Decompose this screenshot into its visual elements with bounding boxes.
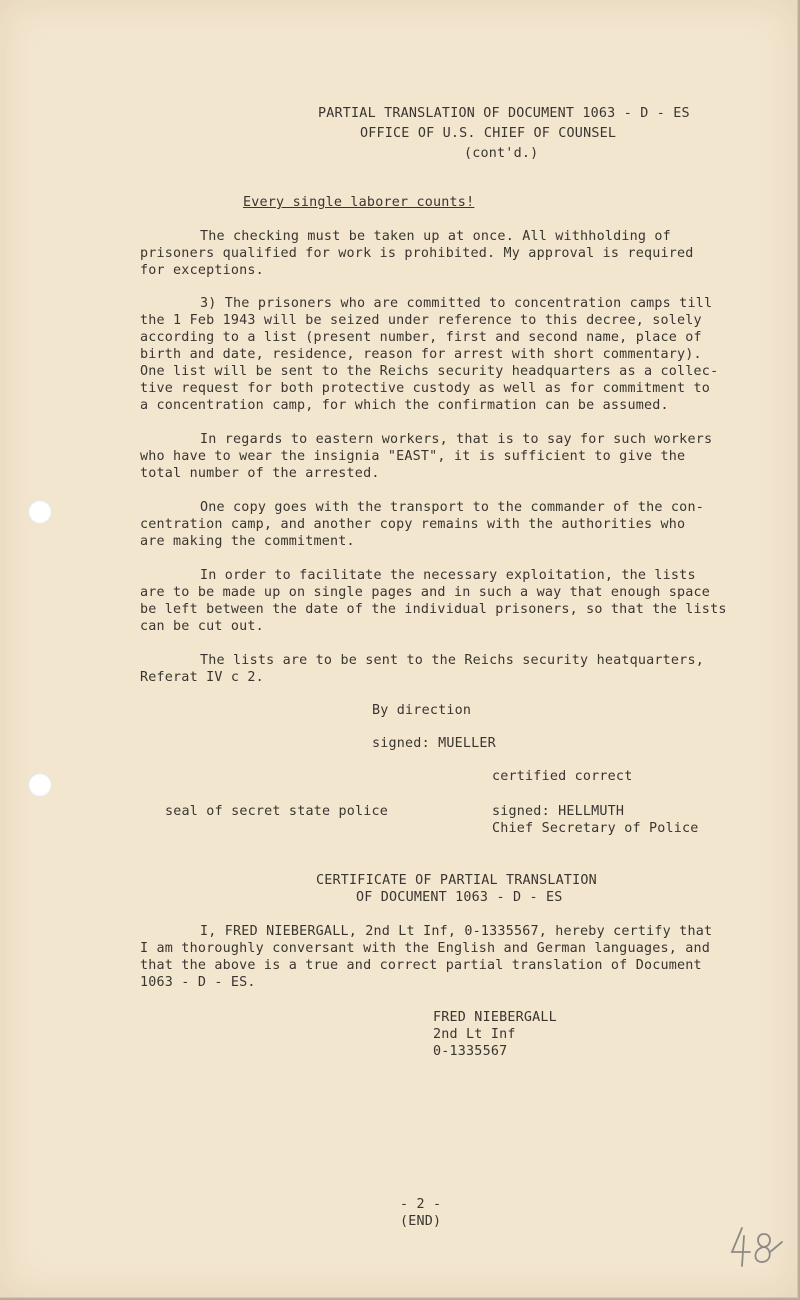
header-continued: (cont'd.): [464, 146, 539, 161]
certificate-line: that the above is a true and correct partial translation of Document: [140, 958, 702, 973]
paragraph-6-line: The lists are to be sent to the Reichs security heatquarters,: [200, 653, 704, 668]
paragraph-1-line: for exceptions.: [140, 263, 264, 278]
paragraph-3-line: In regards to eastern workers, that is to say for such workers: [200, 432, 713, 447]
chief-secretary: Chief Secretary of Police: [492, 821, 699, 836]
page-number: - 2 -: [400, 1197, 442, 1212]
header-office: OFFICE OF U.S. CHIEF OF COUNSEL: [360, 126, 617, 141]
certified-correct: certified correct: [492, 769, 633, 784]
paragraph-2-line: birth and date, residence, reason for arrest with short commentary).: [140, 347, 702, 362]
seal-note: seal of secret state police: [165, 804, 389, 819]
paragraph-4-line: centration camp, and another copy remains with the authorities who: [140, 517, 686, 532]
signed-hellmuth: signed: HELLMUTH: [492, 804, 625, 819]
punch-hole-upper: [28, 500, 52, 524]
end-mark: (END): [400, 1214, 442, 1229]
paragraph-5-line: be left between the date of the individual prisoners, so that the lists: [140, 602, 727, 617]
paragraph-5-line: In order to facilitate the necessary exploitation, the lists: [200, 568, 696, 583]
paragraph-1-line: The checking must be taken up at once. All withholding of: [200, 229, 671, 244]
paragraph-4-line: One copy goes with the transport to the commander of the con-: [200, 500, 704, 515]
paragraph-2-line: 3) The prisoners who are committed to concentration camps till: [200, 296, 713, 311]
certificate-subtitle: OF DOCUMENT 1063 - D - ES: [356, 890, 563, 905]
header-title: PARTIAL TRANSLATION OF DOCUMENT 1063 - D - ES: [318, 106, 690, 121]
signature-name: FRED NIEBERGALL: [433, 1010, 557, 1025]
certificate-title: CERTIFICATE OF PARTIAL TRANSLATION: [316, 873, 597, 888]
by-direction: By direction: [372, 703, 472, 718]
subheading: Every single laborer counts!: [243, 195, 475, 210]
paragraph-3-line: who have to wear the insignia "EAST", it is sufficient to give the: [140, 449, 686, 464]
paragraph-2-line: One list will be sent to the Reichs security headquarters as a collec-: [140, 364, 719, 379]
paragraph-2-line: a concentration camp, for which the confirmation can be assumed.: [140, 398, 669, 413]
paragraph-2-line: tive request for both protective custody as well as for commitment to: [140, 381, 711, 396]
paragraph-5-line: are to be made up on single pages and in such a way that enough space: [140, 585, 711, 600]
signed-mueller: signed: MUELLER: [372, 736, 496, 751]
certificate-line: I, FRED NIEBERGALL, 2nd Lt Inf, 0-1335567, hereby certify that: [200, 924, 713, 939]
paragraph-1-line: prisoners qualified for work is prohibited. My approval is required: [140, 246, 694, 261]
paragraph-3-line: total number of the arrested.: [140, 466, 380, 481]
certificate-line: 1063 - D - ES.: [140, 975, 256, 990]
signature-rank: 2nd Lt Inf: [433, 1027, 516, 1042]
paragraph-2-line: according to a list (present number, first and second name, place of: [140, 330, 702, 345]
handwritten-page-number: [728, 1222, 784, 1270]
paragraph-2-line: the 1 Feb 1943 will be seized under reference to this decree, solely: [140, 313, 702, 328]
punch-hole-lower: [28, 773, 52, 797]
paragraph-6-line: Referat IV c 2.: [140, 670, 264, 685]
paragraph-4-line: are making the commitment.: [140, 534, 355, 549]
signature-serial: 0-1335567: [433, 1044, 508, 1059]
certificate-line: I am thoroughly conversant with the English and German languages, and: [140, 941, 711, 956]
paragraph-5-line: can be cut out.: [140, 619, 264, 634]
